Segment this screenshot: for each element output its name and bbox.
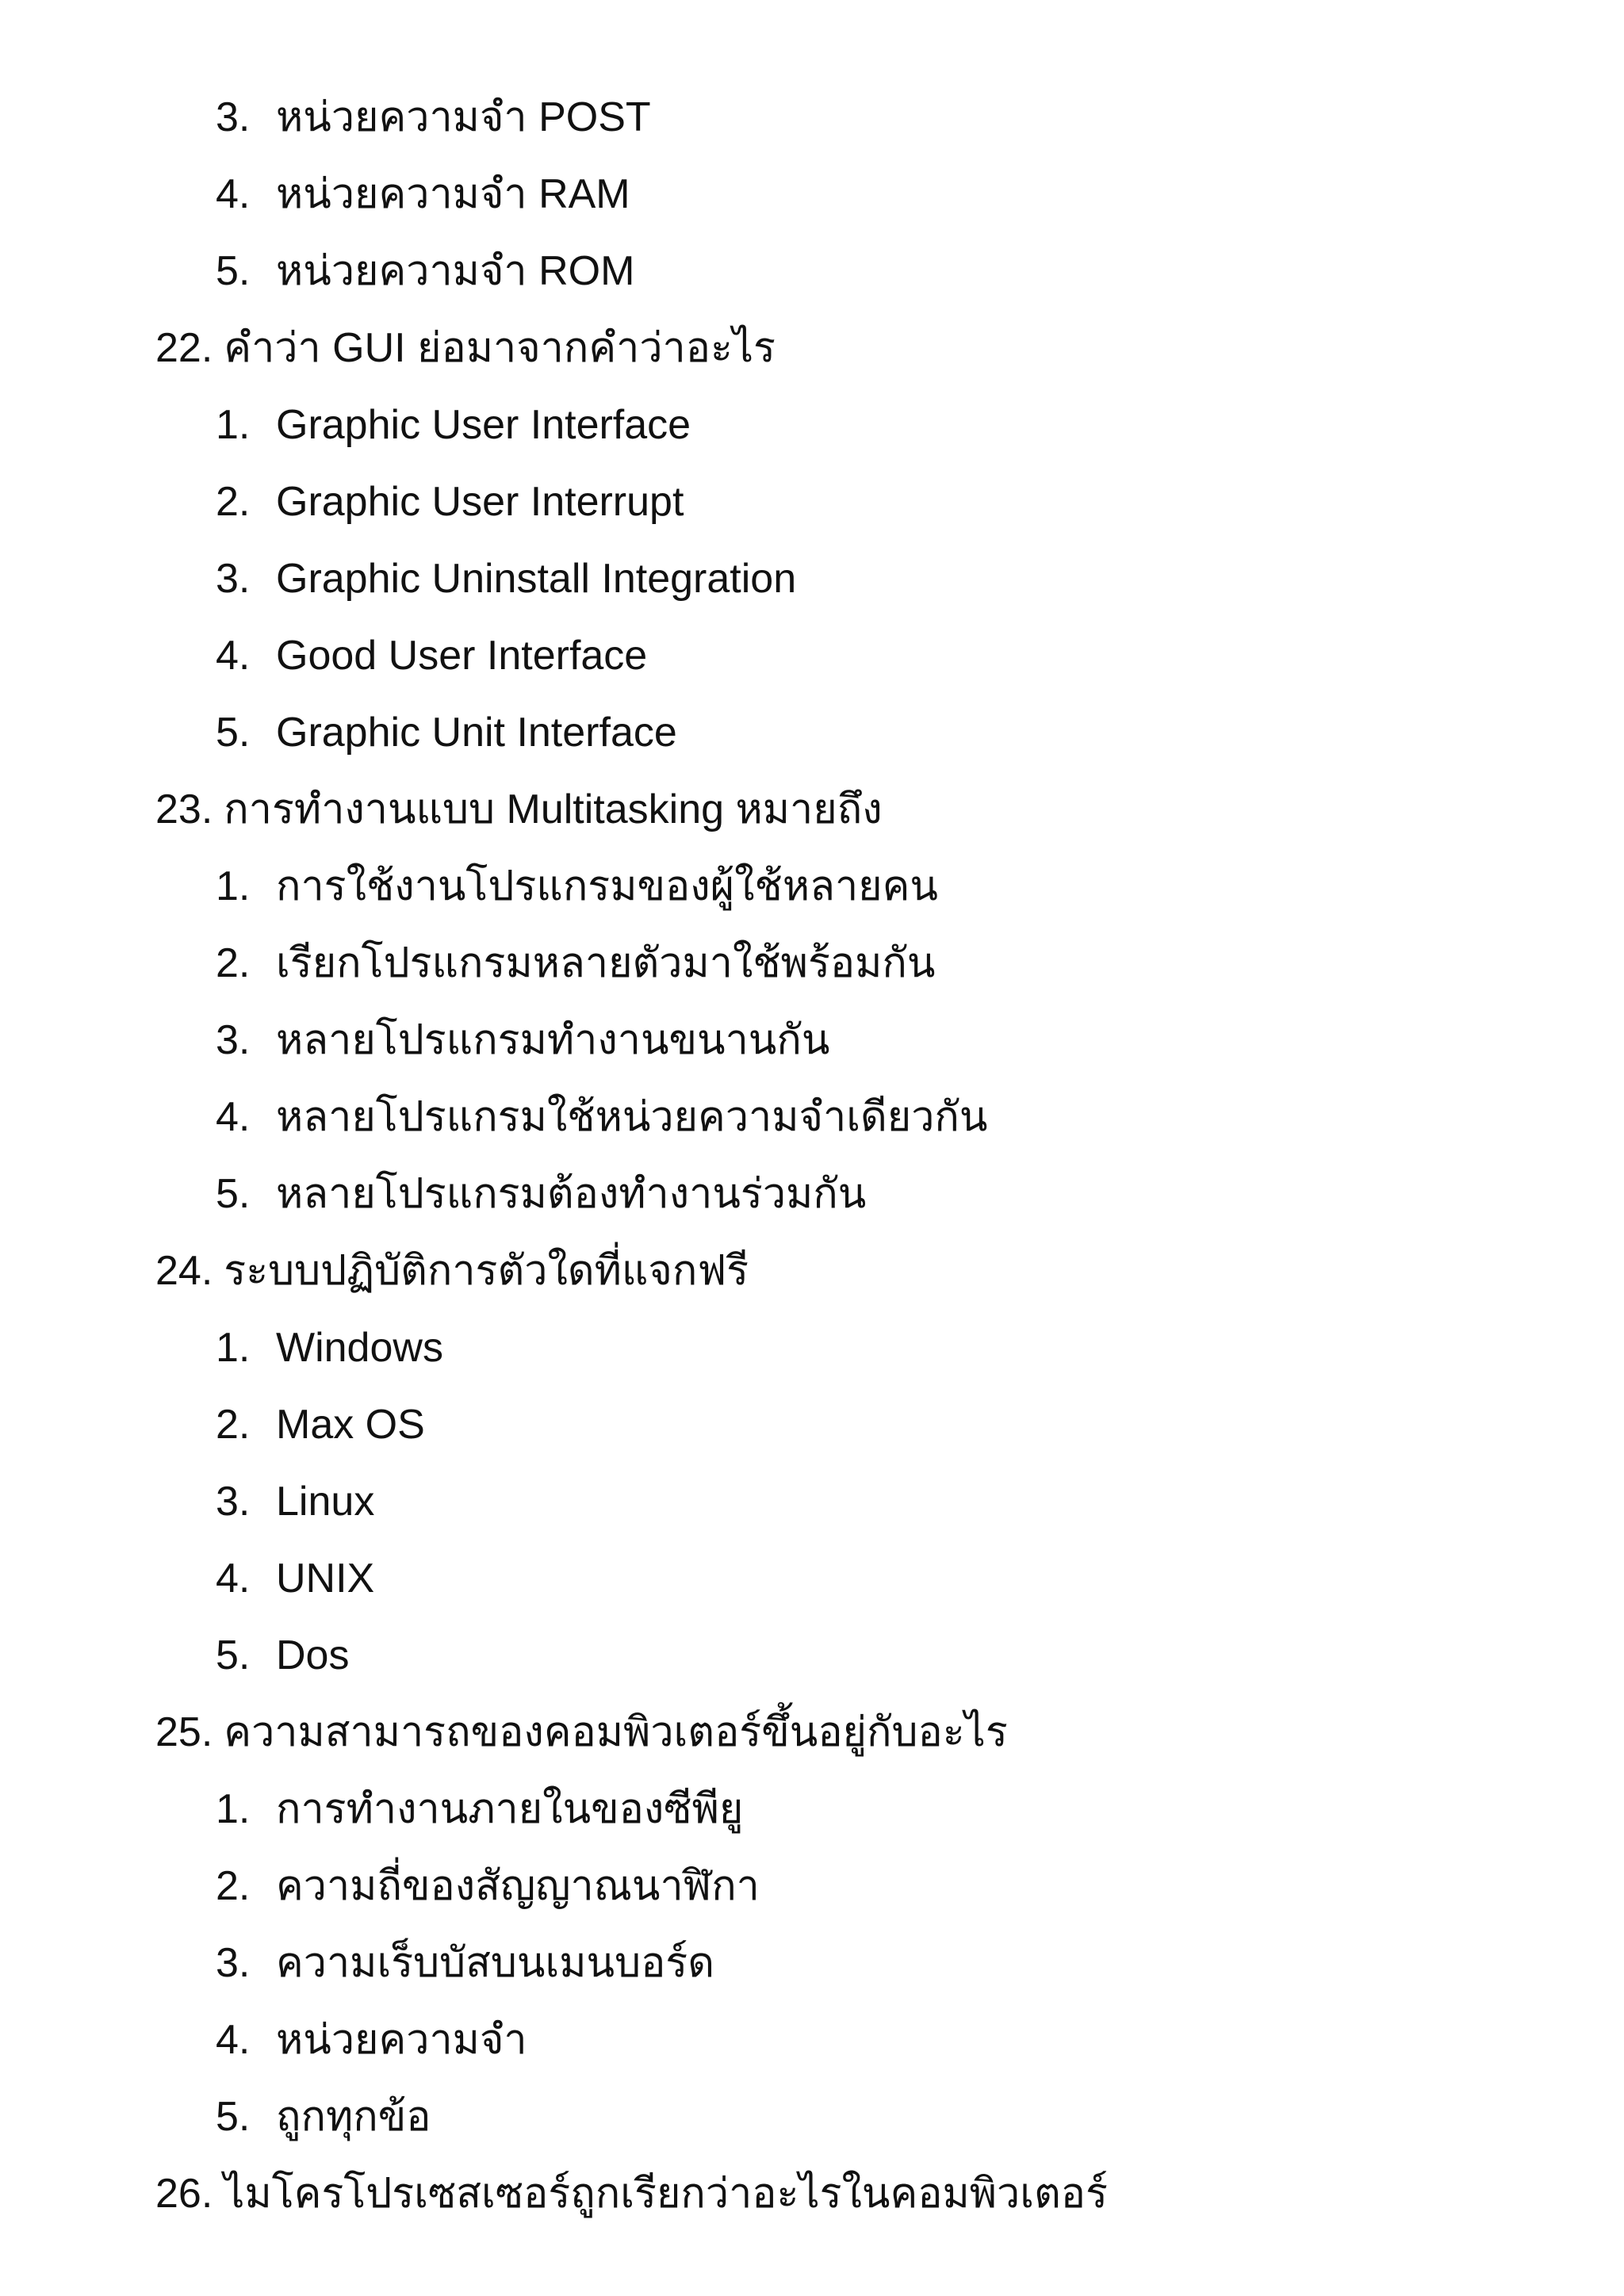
option-number: 5. [216,1171,251,1217]
option-number: 3. [216,94,251,140]
option-text: UNIX [276,1556,375,1601]
option-23-4 [216,1092,987,1142]
question-text: ระบบปฏิบัติการตัวใดที่แจกฟรี [224,1248,749,1294]
question-25 [155,1707,1008,1758]
option-number: 4. [216,1556,251,1601]
option-text: ความเร็บบัสบนเมนบอร์ด [276,1940,715,1986]
option-22-1 [216,400,691,450]
option-text: ความถี่ของสัญญาณนาฬิกา [276,1863,760,1909]
option-text: Graphic Uninstall Integration [276,556,797,602]
option-24-3 [216,1476,374,1527]
question-number: 26. [155,2171,213,2217]
question-26 [155,2168,1108,2219]
option-number: 4. [216,171,251,217]
option-21-3 [216,92,651,143]
question-text: คำว่า GUI ย่อมาจากคำว่าอะไร [224,325,776,371]
option-text: หลายโปรแกรมต้องทำงานร่วมกัน [276,1171,867,1217]
option-23-3 [216,1015,829,1066]
question-22 [155,323,776,373]
question-number: 25. [155,1709,213,1755]
option-24-1 [216,1322,443,1373]
option-number: 2. [216,1863,251,1909]
option-text: การใช้งานโปรแกรมของผู้ใช้หลายคน [276,863,938,909]
option-23-5 [216,1169,866,1219]
option-number: 3. [216,1479,251,1525]
question-24 [155,1246,749,1296]
option-text: Linux [276,1479,375,1525]
option-text: Graphic User Interrupt [276,479,684,525]
question-23 [155,784,883,835]
option-number: 4. [216,2017,251,2063]
option-number: 2. [216,479,251,525]
option-25-2 [216,1861,760,1911]
option-number: 1. [216,863,251,909]
option-22-5 [216,707,677,758]
option-24-4 [216,1553,374,1604]
option-number: 4. [216,633,251,679]
option-text: เรียกโปรแกรมหลายตัวมาใช้พร้อมกัน [276,940,936,986]
option-25-5 [216,2091,431,2142]
option-24-2 [216,1399,425,1450]
option-text: หน่วยความจำ RAM [276,171,630,217]
option-24-5 [216,1630,349,1681]
option-23-1 [216,861,938,912]
option-21-4 [216,169,630,220]
option-number: 1. [216,402,251,448]
option-22-3 [216,553,796,604]
question-number: 23. [155,786,213,832]
question-number: 22. [155,325,213,371]
option-text: ถูกทุกข้อ [276,2094,431,2140]
option-number: 2. [216,1402,251,1448]
option-text: หน่วยความจำ [276,2017,527,2063]
option-number: 1. [216,1786,251,1832]
option-number: 3. [216,1017,251,1063]
option-21-5 [216,246,634,297]
option-text: Graphic Unit Interface [276,710,677,756]
question-text: ไมโครโปรเซสเซอร์ถูกเรียกว่าอะไรในคอมพิวเตอร์ [224,2171,1108,2217]
option-number: 5. [216,2094,251,2140]
question-text: ความสามารถของคอมพิวเตอร์ขึ้นอยู่กับอะไร [224,1709,1008,1755]
option-number: 4. [216,1094,251,1140]
option-number: 2. [216,940,251,986]
option-text: หน่วยความจำ ROM [276,248,635,294]
option-25-3 [216,1938,714,1988]
option-text: Graphic User Interface [276,402,691,448]
option-22-2 [216,476,684,527]
option-22-4 [216,630,647,681]
question-number: 24. [155,1248,213,1294]
option-23-2 [216,938,935,989]
option-text: หลายโปรแกรมใช้หน่วยความจำเดียวกัน [276,1094,988,1140]
option-25-1 [216,1784,743,1835]
option-text: Dos [276,1632,350,1678]
option-number: 5. [216,1632,251,1678]
question-text: การทำงานแบบ Multitasking หมายถึง [224,786,883,832]
option-number: 5. [216,710,251,756]
option-text: หน่วยความจำ POST [276,94,651,140]
option-text: Good User Interface [276,633,648,679]
option-number: 1. [216,1325,251,1371]
option-text: Max OS [276,1402,425,1448]
option-number: 5. [216,248,251,294]
option-number: 3. [216,556,251,602]
option-text: การทำงานภายในของซีพียู [276,1786,744,1832]
option-25-4 [216,2015,527,2065]
option-text: หลายโปรแกรมทำงานขนานกัน [276,1017,830,1063]
option-number: 3. [216,1940,251,1986]
option-text: Windows [276,1325,443,1371]
